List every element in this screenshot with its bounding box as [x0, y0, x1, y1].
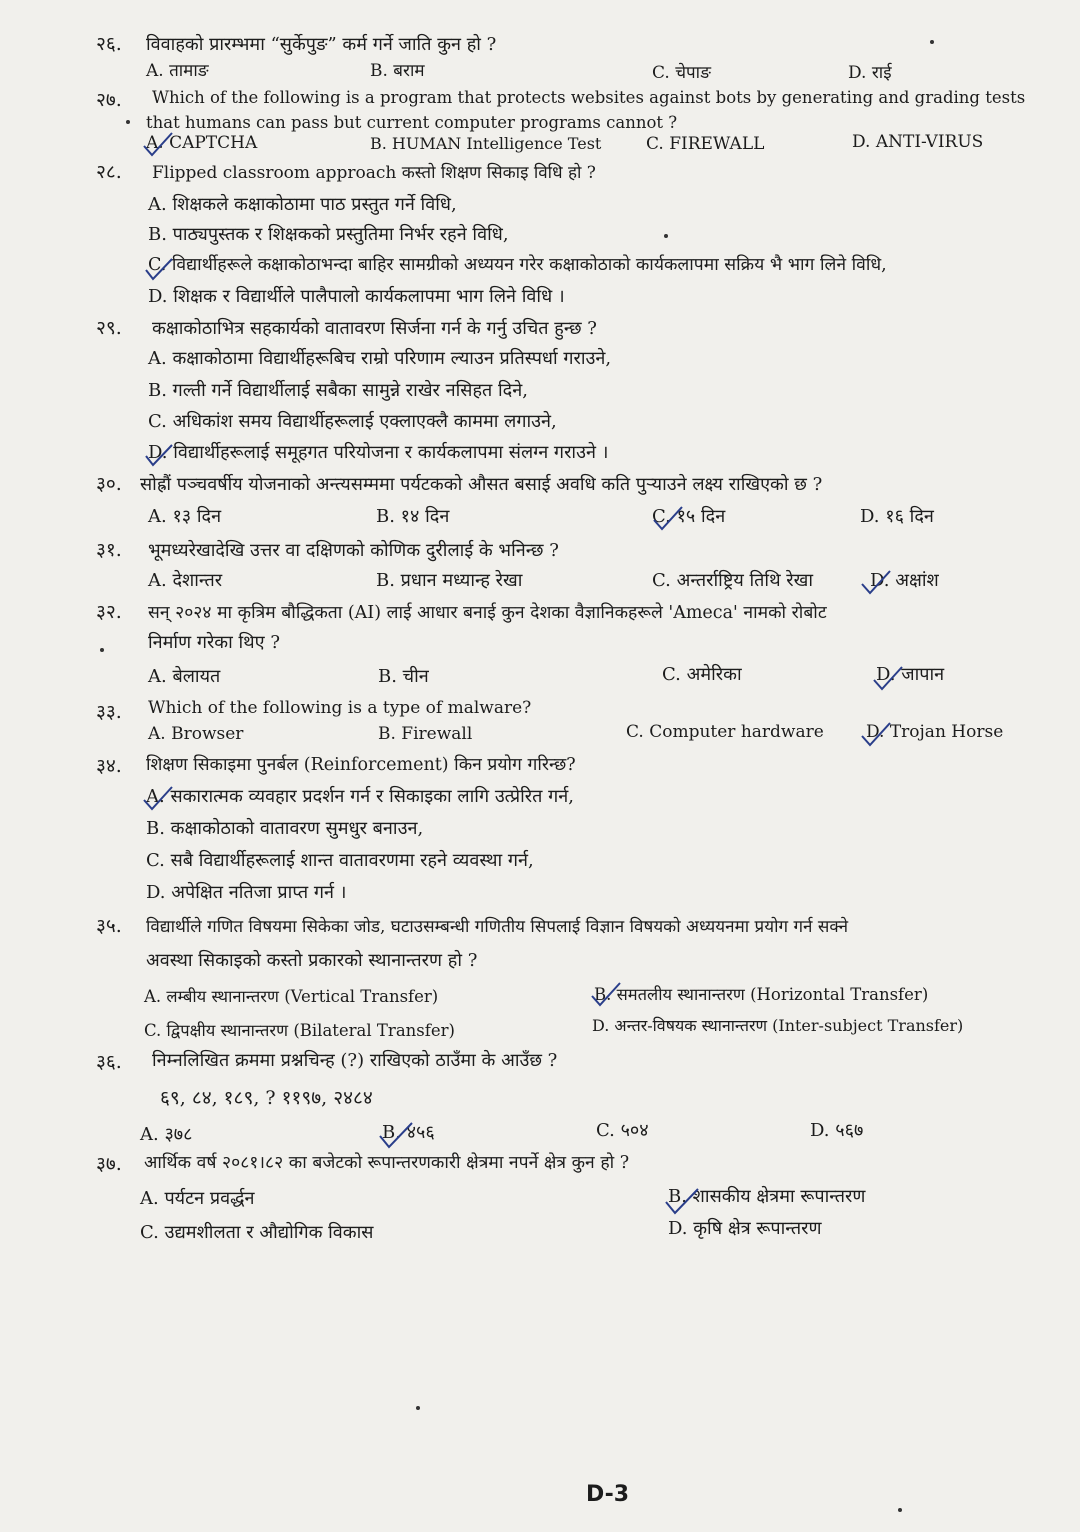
option-c: C. विद्यार्थीहरूले कक्षाकोठाभन्दा बाहिर सामग्रीको अध्ययन गरेर कक्षाकोठाको कार्यकलापमा सक्रिय भै भाग लिने विधि,	[148, 255, 887, 275]
question-number: ३३.	[96, 701, 122, 723]
option-d: D. १६ दिन	[860, 506, 934, 527]
check-mark-icon	[662, 1186, 702, 1216]
option-a: A. शिक्षकले कक्षाकोठामा पाठ प्रस्तुत गर्ने विधि,	[148, 194, 457, 215]
option-c: C. द्विपक्षीय स्थानान्तरण (Bilateral Transfer)	[144, 1021, 455, 1040]
option-b: B. चीन	[378, 666, 429, 687]
option-a: A. १३ दिन	[148, 506, 222, 527]
option-d: D. अपेक्षित नतिजा प्राप्त गर्न ।	[146, 882, 347, 903]
question-text: सोह्रौं पञ्चवर्षीय योजनाको अन्त्यसम्ममा पर्यटकको औसत बसाई अवधि कति पुऱ्याउने लक्ष्य राखिएको छ ?	[140, 474, 823, 495]
check-mark-icon	[588, 980, 624, 1008]
option-a: A. ३७८	[140, 1124, 193, 1145]
option-c: C. चेपाङ	[652, 63, 711, 83]
option-b: B. Firewall	[378, 724, 473, 744]
option-a: A. कक्षाकोठामा विद्यार्थीहरूबिच राम्रो परिणाम ल्याउन प्रतिस्पर्धा गराउने,	[148, 348, 612, 369]
question-text: Which of the following is a type of malware?	[148, 698, 532, 718]
option-a: A. बेलायत	[148, 666, 221, 687]
check-mark-icon	[858, 568, 894, 596]
check-mark-icon	[142, 256, 176, 282]
question-number: २८.	[96, 161, 122, 183]
option-c: C. Computer hardware	[626, 722, 824, 742]
option-a: A. सकारात्मक व्यवहार प्रदर्शन गर्न र सिकाइका लागि उत्प्रेरित गर्न,	[146, 786, 574, 807]
question-text: Which of the following is a program that protects websites against bots by generating and grading tests	[152, 88, 1026, 107]
option-c: C. अधिकांश समय विद्यार्थीहरूलाई एक्लाएक्लै काममा लगाउने,	[148, 411, 557, 432]
option-a: A. लम्बीय स्थानान्तरण (Vertical Transfer)	[144, 987, 439, 1006]
option-c: C. ५०४	[596, 1120, 649, 1141]
scan-dot	[126, 120, 130, 124]
question-number: ३६.	[96, 1051, 122, 1073]
option-c: C. अन्तर्राष्ट्रिय तिथि रेखा	[652, 570, 814, 591]
option-d: D. जापान	[876, 664, 945, 685]
option-d: D. राई	[848, 63, 892, 83]
question-text: आर्थिक वर्ष २०८१।८२ का बजेटको रूपान्तरणकारी क्षेत्रमा नपर्ने क्षेत्र कुन हो ?	[144, 1153, 630, 1173]
question-number: २६.	[96, 33, 122, 55]
option-c: C. अमेरिका	[662, 664, 742, 685]
number-series: ६९, ८४, १८९, ? ११९७, २४८४	[160, 1087, 373, 1109]
check-mark-icon	[142, 442, 176, 468]
check-mark-icon	[140, 130, 176, 158]
option-a: A. पर्यटन प्रवर्द्धन	[140, 1188, 255, 1209]
question-number: ३७.	[96, 1153, 122, 1175]
question-text: भूमध्यरेखादेखि उत्तर वा दक्षिणको कोणिक दुरीलाई के भनिन्छ ?	[148, 540, 559, 561]
question-number: २७.	[96, 89, 122, 111]
question-number: ३१.	[96, 539, 122, 561]
option-d: D. ५६७	[810, 1120, 864, 1141]
question-text-cont: अवस्था सिकाइको कस्तो प्रकारको स्थानान्तरण हो ?	[146, 950, 478, 971]
option-b: B. ४५६	[382, 1122, 435, 1143]
question-number: ३०.	[96, 473, 122, 495]
option-b: B. शासकीय क्षेत्रमा रूपान्तरण	[668, 1186, 866, 1207]
question-text-cont: निर्माण गरेका थिए ?	[148, 632, 281, 653]
question-text: विवाहको प्रारम्भमा “सुर्केपुङ” कर्म गर्ने जाति कुन हो ?	[146, 34, 497, 55]
option-c: C. सबै विद्यार्थीहरूलाई शान्त वातावरणमा रहने व्यवस्था गर्न,	[146, 850, 534, 871]
question-text: निम्नलिखित क्रममा प्रश्नचिन्ह (?) राखिएको ठाउँमा के आउँछ ?	[152, 1050, 558, 1071]
check-mark-icon	[650, 504, 686, 532]
option-b: B. प्रधान मध्यान्ह रेखा	[376, 570, 523, 591]
option-d: D. शिक्षक र विद्यार्थीले पालैपालो कार्यकलापमा भाग लिने विधि ।	[148, 286, 565, 307]
scan-dot	[664, 234, 668, 238]
check-mark-icon	[870, 664, 906, 692]
question-text: विद्यार्थीले गणित विषयमा सिकेका जोड, घटाउसम्बन्धी गणितीय सिपलाई विज्ञान विषयको अध्ययनमा प्रयोग गर्न सक्ने	[146, 917, 849, 937]
option-c: C. FIREWALL	[646, 134, 765, 154]
option-b: B. पाठ्यपुस्तक र शिक्षकको प्रस्तुतिमा निर्भर रहने विधि,	[148, 224, 509, 245]
question-number: २९.	[96, 317, 122, 339]
check-mark-icon	[376, 1120, 416, 1150]
scan-dot	[898, 1508, 902, 1512]
check-mark-icon	[140, 784, 176, 812]
question-text: शिक्षण सिकाइमा पुनर्बल (Reinforcement) किन प्रयोग गरिन्छ?	[146, 755, 576, 775]
scan-dot	[930, 40, 934, 44]
question-text: Flipped classroom approach कस्तो शिक्षण सिकाइ विधि हो ?	[152, 163, 596, 183]
scan-dot	[100, 648, 104, 652]
check-mark-icon	[858, 720, 894, 748]
option-d: D. Trojan Horse	[866, 722, 1004, 742]
option-a: A. Browser	[148, 724, 244, 744]
question-text: कक्षाकोठाभित्र सहकार्यको वातावरण सिर्जना गर्न के गर्नु उचित हुन्छ ?	[152, 318, 597, 339]
option-a: A. देशान्तर	[148, 570, 223, 591]
option-a: A. CAPTCHA	[146, 133, 258, 153]
option-b: B. HUMAN Intelligence Test	[370, 134, 602, 153]
page-label: D-3	[586, 1482, 630, 1507]
option-b: B. गल्ती गर्ने विद्यार्थीलाई सबैका सामुन्ने राखेर नसिहत दिने,	[148, 380, 528, 401]
option-d: D. ANTI-VIRUS	[852, 132, 984, 152]
question-text: सन् २०२४ मा कृत्रिम बौद्धिकता (AI) लाई आधार बनाई कुन देशका वैज्ञानिकहरूले 'Ameca' नामको रोबोट	[148, 603, 827, 623]
option-d: D. कृषि क्षेत्र रूपान्तरण	[668, 1218, 822, 1239]
option-b: B. १४ दिन	[376, 506, 450, 527]
option-b: B. बराम	[370, 61, 425, 81]
question-number: ३२.	[96, 601, 122, 623]
question-text-cont: that humans can pass but current computer programs cannot ?	[146, 113, 678, 132]
option-b: B. समतलीय स्थानान्तरण (Horizontal Transfer)	[594, 985, 929, 1004]
option-a: A. तामाङ	[146, 61, 209, 81]
option-d: D. अक्षांश	[870, 570, 939, 591]
scan-dot	[416, 1406, 420, 1410]
option-c: C. उद्यमशीलता र औद्योगिक विकास	[140, 1222, 374, 1243]
option-d: D. विद्यार्थीहरूलाई समूहगत परियोजना र कार्यकलापमा संलग्न गराउने ।	[148, 442, 609, 463]
option-c: C. १५ दिन	[652, 506, 726, 527]
option-b: B. कक्षाकोठाको वातावरण सुमधुर बनाउन,	[146, 818, 424, 839]
question-number: ३४.	[96, 755, 122, 777]
option-d: D. अन्तर-विषयक स्थानान्तरण (Inter-subject Transfer)	[592, 1016, 964, 1035]
question-number: ३५.	[96, 915, 122, 937]
